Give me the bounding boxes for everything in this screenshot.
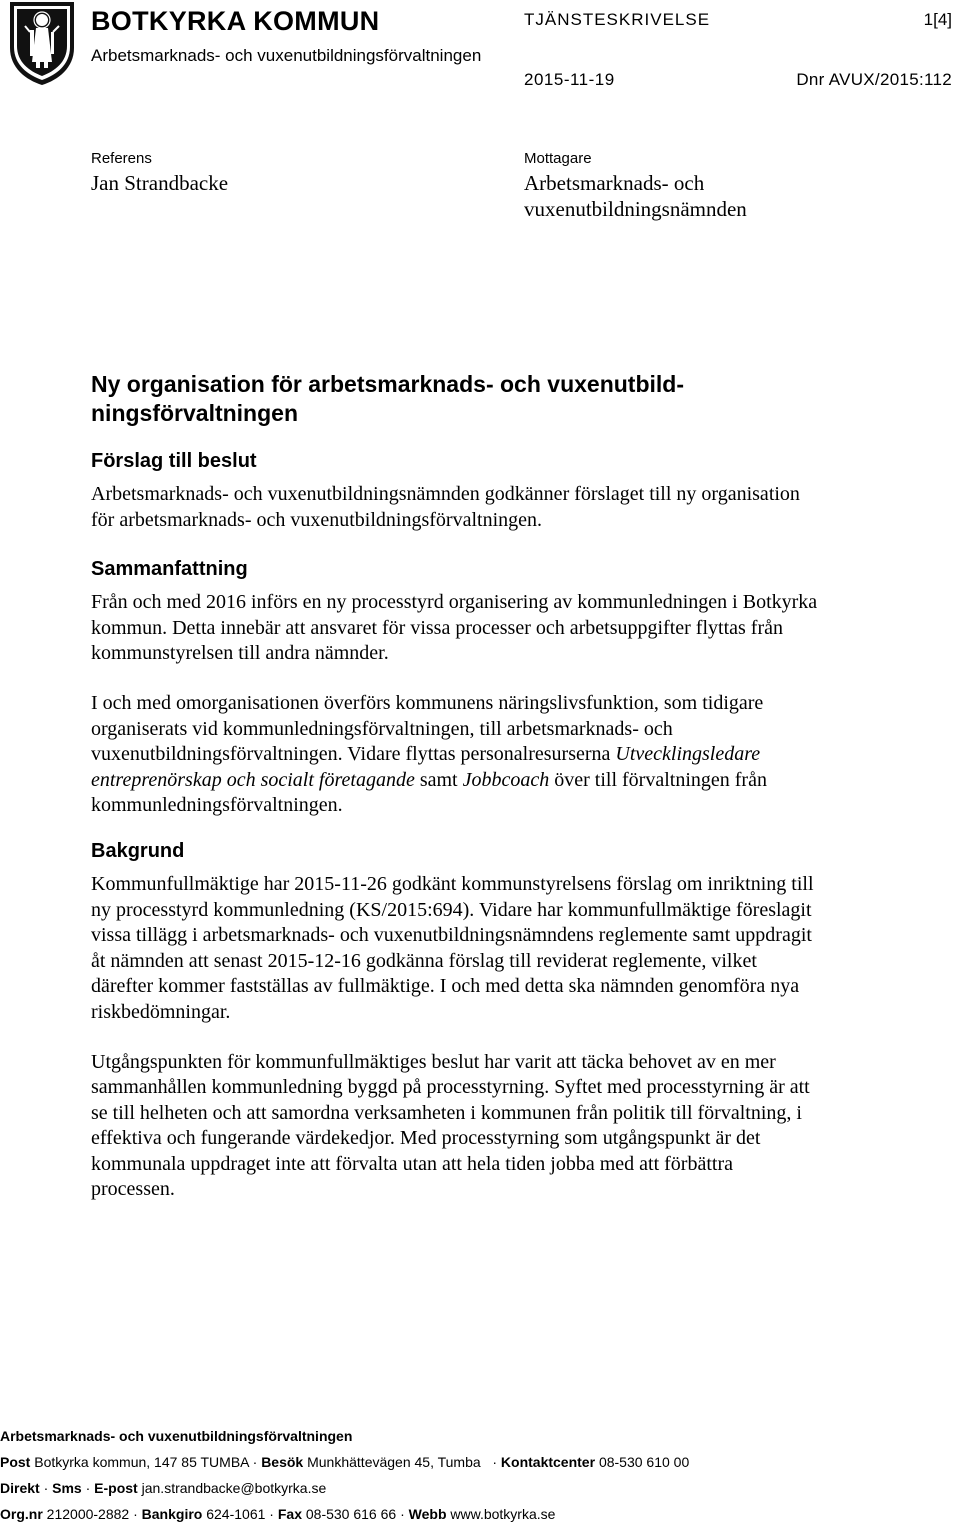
recipient-line-1: Arbetsmarknads- och <box>524 171 705 195</box>
document-body <box>91 370 821 1227</box>
separator: · <box>43 1480 49 1496</box>
footer-department: Arbetsmarknads- och vuxenutbildningsförvaltningen <box>0 1428 353 1444</box>
post-label: Post <box>0 1454 31 1470</box>
document-title-line-1: Ny organisation för arbetsmarknads- och vuxenutbild- <box>91 371 684 397</box>
background-paragraph-2: Utgångspunkten för kommunfullmäktiges beslut har varit att täcka behovet av en mer sammanhållen kommunledning byggd på processtyrning. Syftet med processtyrning är att se till helheten och att samordna verksamheten i kommunen från politik till förvaltning, i effektiva och fungerande värdekedjor. Med processtyrning som utgångspunkt är det kommunala uppdraget inte att förvalta utan att hela tiden jobba med att förbättra processen. <box>91 1050 810 1201</box>
sms-label: Sms <box>52 1480 82 1496</box>
summary-p2-role-2: Jobbcoach <box>462 768 550 791</box>
bankgiro-label: Bankgiro <box>141 1506 203 1522</box>
proposal-text: Arbetsmarknads- och vuxenutbildningsnämnden godkänner förslaget till ny organisation för arbetsmarknads- och vuxenutbildningsförvaltningen. <box>91 483 800 531</box>
visit-value: Munkhättevägen 45, Tumba <box>307 1454 481 1470</box>
footer-address-line <box>0 1454 689 1470</box>
background-paragraph-1: Kommunfullmäktige har 2015-11-26 godkänt kommunstyrelsens förslag om inriktning till ny processtyrd kommunledning (KS/2015:694). Vidare har kommunfullmäktige föreslagit vissa tillägg i arbetsmarknads- och vuxenutbildningsnämndens reglemente samt uppdragit åt nämnden att senast 2015-12-16 godkänna förslag till reviderat reglemente, vilket därefter kommer fastställas av fullmäktige. I och med detta ska nämnden genomföra nya riskbedömningar. <box>91 872 814 1023</box>
page-number: 1[4] <box>923 10 952 29</box>
separator: · <box>133 1506 138 1522</box>
summary-p2-part-b: samt <box>414 768 463 791</box>
separator: · <box>492 1454 498 1470</box>
document-title <box>91 370 821 428</box>
contact-value: 08-530 610 00 <box>598 1454 690 1470</box>
summary-paragraph-1: Från och med 2016 införs en ny processtyrd organisering av kommunledningen i Botkyrka kommun. Detta innebär att ansvaret för vissa processer och arbetsuppgifter flyttas från kommunstyrelsen till andra nämnder. <box>91 591 818 665</box>
post-value: Botkyrka kommun, 147 85 TUMBA <box>34 1454 249 1470</box>
orgnr-label: Org.nr <box>0 1506 43 1522</box>
recipient-line-2: vuxenutbildningsnämnden <box>524 197 747 221</box>
document-title-line-2: ningsförvaltningen <box>91 400 298 426</box>
document-type: TJÄNSTESKRIVELSE <box>524 10 711 29</box>
separator: · <box>85 1480 91 1496</box>
proposal-heading: Förslag till beslut <box>91 450 257 472</box>
document-date: 2015-11-19 <box>524 70 615 89</box>
footer-org-line <box>0 1506 555 1522</box>
separator: · <box>269 1506 274 1522</box>
summary-paragraph-2 <box>91 691 821 819</box>
summary-p2-part-c: över till förvaltningen från kommunledningsförvaltningen. <box>91 768 767 817</box>
separator: · <box>400 1506 405 1522</box>
background-heading: Bakgrund <box>91 839 185 862</box>
recipient-label: Mottagare <box>524 150 592 167</box>
summary-p2-part-a: I och med omorganisationen överförs kommunens näringslivsfunktion, som tidigare organiserats vid kommunledningsförvaltningen, till arbetsmarknads- och vuxenutbildningsförvaltningen. Vidare flyttas personalresurserna <box>91 691 764 766</box>
web-link[interactable]: www.botkyrka.se <box>450 1506 556 1522</box>
footer-contact-line <box>0 1480 326 1496</box>
coat-of-arms-logo <box>6 0 78 86</box>
orgnr-value: 212000-2882 <box>46 1506 130 1522</box>
reference-label: Referens <box>91 150 152 167</box>
summary-heading: Sammanfattning <box>91 558 248 581</box>
department-name: Arbetsmarknads- och vuxenutbildningsförvaltningen <box>91 46 482 65</box>
direct-label: Direkt <box>0 1480 40 1496</box>
summary-p2-role-1: Utvecklingsledare entreprenörskap och socialt företagande <box>91 743 761 791</box>
bankgiro-value: 624-1061 <box>206 1506 266 1522</box>
org-name: BOTKYRKA KOMMUN <box>91 6 380 36</box>
fax-label: Fax <box>277 1506 302 1522</box>
reference-value: Jan Strandbacke <box>91 171 229 195</box>
email-link[interactable]: jan.strandbacke@botkyrka.se <box>141 1480 327 1496</box>
separator: · <box>252 1454 258 1470</box>
document-dnr: Dnr AVUX/2015:112 <box>796 70 952 89</box>
visit-label: Besök <box>261 1454 304 1470</box>
web-label: Webb <box>408 1506 447 1522</box>
email-label: E-post <box>94 1480 138 1496</box>
recipient-value <box>524 170 824 222</box>
fax-value: 08-530 616 66 <box>305 1506 397 1522</box>
contact-label: Kontaktcenter <box>500 1454 596 1470</box>
